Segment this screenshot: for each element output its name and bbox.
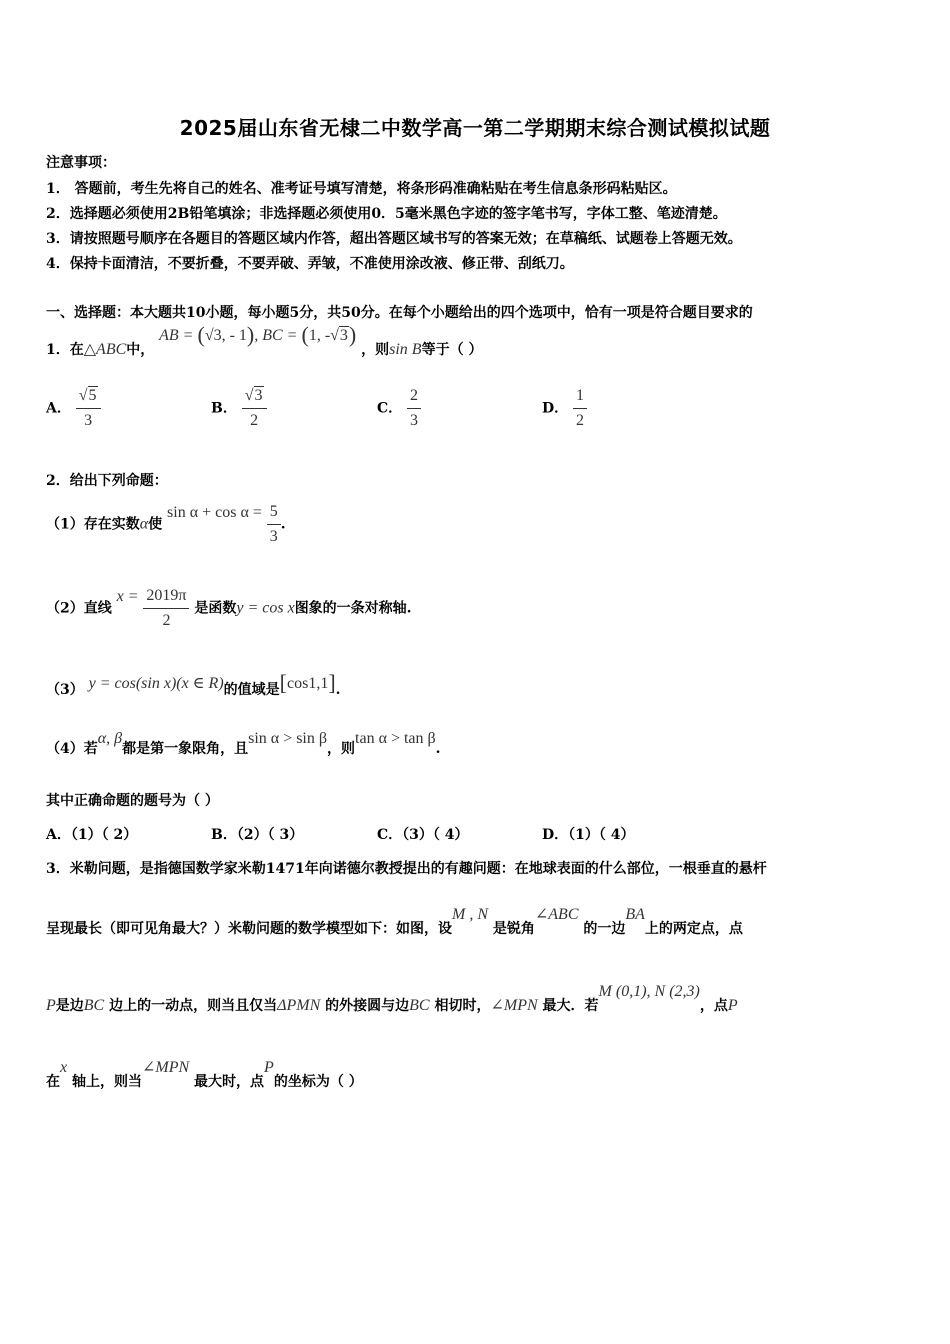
option-d[interactable]: D． $\frac{1}{2}$ [542,386,587,431]
fraction: $\frac{√3}{2}$ [242,386,267,431]
fraction: $\frac{2019\pi}{2}$ [143,586,189,631]
option-b[interactable]: B． $\frac{√3}{2}$ [211,386,267,431]
option-c[interactable]: C．（3）（ 4） [377,827,469,843]
option-a[interactable]: A． $\frac{√5}{3}$ [46,386,101,431]
option-a[interactable]: A．（1）（ 2） [46,827,138,843]
question-3-line: 呈现最长（即可见角最大？）米勒问题的数学模型如下：如图，设M , N 是锐角∠ABC 的一边BA上的两定点，点 [46,906,743,937]
fraction: $\frac{5}{3}$ [267,502,281,547]
notice-item: 1． 答题前，考生先将自己的姓名、准考证号填写清楚，将条形码准确粘贴在考生信息条形码粘贴区。 [46,181,677,197]
sin-b: sin B [389,341,422,358]
question-number: 1． [46,342,70,358]
fraction: $\frac{2}{3}$ [407,386,421,431]
question-1-stem: 1．在△ABC中， AB = (√3, - 1), BC = (1, -√3) ，则sin B等于（ ） [46,322,483,358]
question-number: 2． [46,473,70,489]
page-title: 2025届山东省无棣二中数学高一第二学期期末综合测试模拟试题 [179,116,771,140]
question-3-line: P是边BC 边上的一动点，则当且仅当ΔPMN 的外接圆与边BC 相切时，∠MPN 最大．若M (0,1), N (2,3)，点P [46,983,738,1014]
section-heading: 一、选择题：本大题共10小题，每小题5分，共50分。在每个小题给出的四个选项中，恰有一项是符合题目要求的 [46,305,753,321]
proposition-3: （3） y = cos(sin x)(x ∈ R)的值域是[cos1,1]. [46,670,341,698]
vector-expression: AB = (√3, - 1), BC = (1, -√3) [159,322,357,347]
notice-heading: 注意事项： [46,155,116,171]
proposition-2: （2）直线 x = $\frac{2019\pi}{2}$ 是函数y = cos x图象的一条对称轴. [46,587,412,629]
question-2-stem: 2．给出下列命题： [46,473,168,489]
option-b[interactable]: B．（2）（ 3） [211,827,304,843]
option-d[interactable]: D．（1）（ 4） [542,827,635,843]
question-3-line: 3．米勒问题，是指德国数学家米勒1471年向诺德尔教授提出的有趣问题：在地球表面的什么部位，一根垂直的悬杆 [46,861,767,877]
proposition-4: （4）若α, β都是第一象限角，且sin α > sin β，则tan α > tan β. [46,730,441,757]
question-2-prompt: 其中正确命题的题号为（ ） [46,793,219,809]
notice-item: 2．选择题必须使用2B铅笔填涂；非选择题必须使用0．5毫米黑色字迹的签字笔书写，字体工整、笔迹清楚。 [46,206,727,222]
notice-item: 4．保持卡面清洁，不要折叠，不要弄破、弄皱，不准使用涂改液、修正带、刮纸刀。 [46,256,574,272]
fraction: $\frac{√5}{3}$ [76,386,101,431]
triangle-abc: △ABC [83,341,127,358]
option-c[interactable]: C． $\frac{2}{3}$ [377,386,421,431]
fraction: $\frac{1}{2}$ [573,386,587,431]
proposition-1: （1）存在实数α使 sin α + cos α = $\frac{5}{3}$ . [46,503,286,545]
notice-item: 3．请按照题号顺序在各题目的答题区域内作答，超出答题区域书写的答案无效；在草稿纸、试题卷上答题无效。 [46,231,742,247]
question-3-line: 在x 轴上，则当∠MPN 最大时，点P的坐标为（ ） [46,1059,363,1090]
